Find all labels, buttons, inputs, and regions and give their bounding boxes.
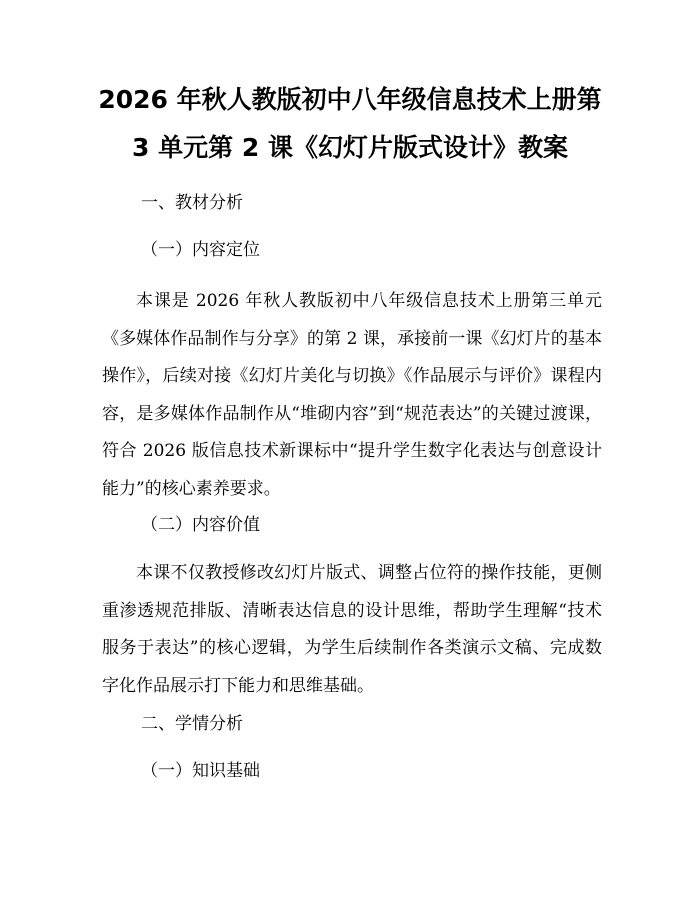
subsection-heading-content-positioning: （一）内容定位 (141, 240, 260, 260)
paragraph-content-positioning: 本课是 2026 年秋人教版初中八年级信息技术上册第三单元《多媒体作品制作与分享》的第 2 课，承接前一课《幻灯片的基本操作》，后续对接《幻灯片美化与切换》《作品展示与评价》课程内容，是多媒体作品制作从“堆砌内容”到“规范表达”的关键过渡课，符合 2026 版信息技术新课标中“提升学生数字化表达与创意设计能力”的核心素养要求。 (102, 291, 602, 499)
section-heading-learner-analysis: 二、学情分析 (141, 714, 243, 734)
paragraph-content-value: 本课不仅教授修改幻灯片版式、调整占位符的操作技能，更侧重渗透规范排版、清晰表达信息的设计思维，帮助学生理解“技术服务于表达”的核心逻辑，为学生后续制作各类演示文稿、完成数字化作品展示打下能力和思维基础。 (102, 563, 602, 696)
section-heading-textbook-analysis: 一、教材分析 (141, 193, 243, 213)
subsection-heading-content-value: （二）内容价值 (141, 515, 260, 535)
subsection-heading-knowledge-foundation: （一）知识基础 (141, 761, 260, 781)
document-title-line-1: 2026 年秋人教版初中八年级信息技术上册第 (98, 85, 602, 114)
document-title-line-2: 3 单元第 2 课《幻灯片版式设计》教案 (132, 133, 568, 162)
